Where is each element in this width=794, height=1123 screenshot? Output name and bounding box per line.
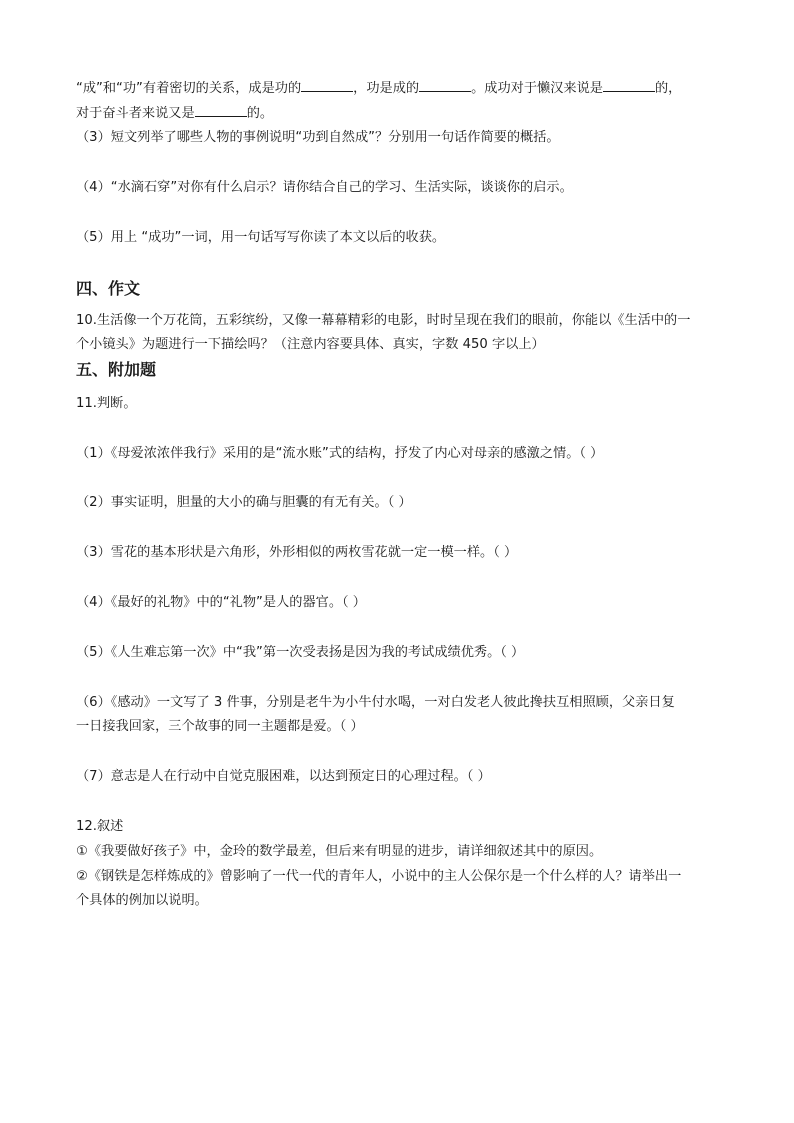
q11-item-4: （4）《最好的礼物》中的“礼物”是人的器官。（ ） — [76, 595, 366, 610]
q11-item-3: （3）雪花的基本形状是六角形，外形相似的两枚雪花就一定一模一样。（ ） — [76, 545, 518, 560]
q9-text-c: 。成功对于懒汉来说是 — [471, 81, 603, 96]
q11-item-2: （2）事实证明，胆量的大小的确与胆囊的有无有关。（ ） — [76, 495, 412, 510]
answer-blank[interactable] — [603, 78, 655, 92]
q11-item-5: （5）《人生难忘第一次》中“我”第一次受表扬是因为我的考试成绩优秀。（ ） — [76, 645, 525, 660]
q11-item-1: （1）《母爱浓浓伴我行》采用的是“流水账”式的结构，抒发了内心对母亲的感激之情。（ ） — [76, 446, 604, 461]
q11-item-7: （7）意志是人在行动中自觉克服困难，以达到预定日的心理过程。（ ） — [76, 769, 491, 784]
q11-item-6-line-1: （6）《感动》一文写了 3 件事，分别是老牛为小牛付水喝，一对白发老人彼此搀扶互相照顾，父亲日复 — [76, 695, 675, 710]
q9-subquestion-4: （4）“水滴石穿”对你有什么启示？请你结合自己的学习、生活实际，谈谈你的启示。 — [76, 180, 573, 195]
q12-line-1: ①《我要做好孩子》中，金玲的数学最差，但后来有明显的进步，请详细叙述其中的原因。 — [76, 844, 603, 859]
answer-blank[interactable] — [195, 103, 247, 117]
q12-line-3: 个具体的例加以说明。 — [76, 893, 208, 908]
answer-blank[interactable] — [419, 78, 471, 92]
answer-blank[interactable] — [301, 78, 353, 92]
q9-text-d: 的， — [654, 81, 682, 96]
q9-paragraph-line-1 — [76, 78, 726, 99]
q12-title: 12.叙述 — [76, 819, 124, 834]
q9-text-a: “成”和“功”有着密切的关系，成是功的 — [76, 81, 302, 96]
section-heading-composition: 四、作文 — [76, 279, 141, 298]
q9-text-b: ，功是成的 — [353, 81, 420, 96]
q11-title: 11.判断。 — [76, 396, 137, 411]
q10-line-1: 10.生活像一个万花筒，五彩缤纷，又像一幕幕精彩的电影，时时呈现在我们的眼前，你能以《生活中的一 — [76, 313, 691, 328]
q12-line-2: ②《钢铁是怎样炼成的》曾影响了一代一代的青年人，小说中的主人公保尔是一个什么样的人？请举出一 — [76, 869, 682, 884]
section-heading-bonus: 五、附加题 — [76, 360, 157, 379]
q9-subquestion-5: （5）用上 “成功”一词，用一句话写写你读了本文以后的收获。 — [76, 230, 446, 245]
q9-paragraph-line-2 — [76, 103, 726, 124]
q9-text-f: 的。 — [246, 106, 274, 121]
q9-text-e: 对于奋斗者来说又是 — [76, 106, 195, 121]
q10-line-2: 个小镜头》为题进行一下描绘吗？（注意内容要具体、真实，字数 450 字以上） — [76, 337, 545, 352]
q9-subquestion-3: （3）短文列举了哪些人物的事例说明“功到自然成”？分别用一句话作简要的概括。 — [76, 130, 560, 145]
q11-item-6-line-2: 一日接我回家，三个故事的同一主题都是爱。（ ） — [76, 719, 364, 734]
